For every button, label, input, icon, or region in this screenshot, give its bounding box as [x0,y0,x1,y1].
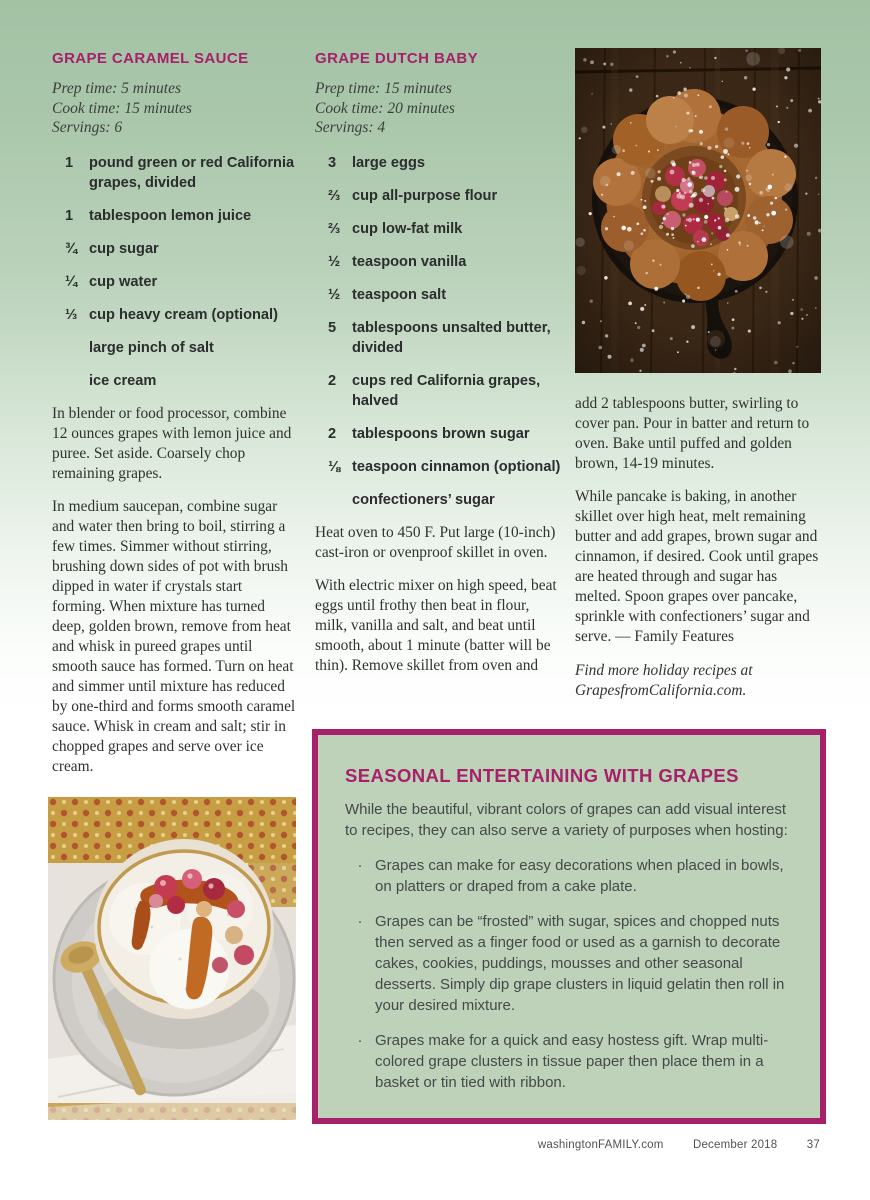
ingredient-qty: 5 [328,319,337,336]
bullet-item [345,1030,796,1093]
ingredient-row [52,272,299,292]
ingredient-text: teaspoon vanilla [352,253,467,270]
ingredient-qty: 1 [65,207,74,224]
ingredient-text: tablespoon lemon juice [89,207,252,224]
bullet-icon: · [357,857,363,874]
seasonal-box-intro: While the beautiful, vibrant colors of grapes can add visual interest to recipes, they can also serve a variety of purposes when hosting: [345,801,788,839]
recipe-meta [315,79,565,138]
cook-time: Cook time: 15 minutes [52,99,192,117]
ingredient-row [52,239,299,259]
seasonal-tips-box [312,729,826,1124]
ingredient-qty: ¼ [65,273,78,290]
ingredient-row [315,186,565,206]
ingredient-text: tablespoons unsalted butter, divided [352,319,551,356]
ingredient-qty: 2 [328,372,337,389]
bullet-text: Grapes can make for easy decorations when placed in bowls, on platters or draped from a cake plate. [375,857,784,895]
servings: Servings: 4 [315,119,386,136]
ingredient-text: cup all-purpose flour [352,187,498,204]
ice-cream-photo-illustration [48,797,296,1120]
ingredient-text: cup sugar [89,240,159,257]
footer-issue: December 2018 [692,1139,778,1151]
more-recipes-note: Find more holiday recipes at GrapesfromCalifornia.com. [575,662,753,699]
ingredient-row [315,457,565,477]
ingredient-text: tablespoons brown sugar [352,425,530,442]
bullet-icon: · [357,913,363,930]
ingredient-text: teaspoon salt [352,286,447,303]
seasonal-bullet-list [345,855,796,1093]
ingredient-qty: ½ [328,286,341,303]
ingredient-text: ice cream [89,372,157,389]
bullet-text: Grapes can be “frosted” with sugar, spices and chopped nuts then served as a finger food or used as a garnish to decorate cakes, cookies, puddings, mousses and other seasonal desserts. Simply dip grape clusters in liquid gelatin then roll in your desired mixture. [375,913,785,1014]
ingredient-qty: ⅔ [328,220,341,237]
ingredient-text: confectioners’ sugar [352,491,495,508]
recipe-step: In medium saucepan, combine sugar and water then bring to boil, stirring a few times. Simmer without stirring, brushing down sides of pot with brush dipped in water if crystals start forming. When mixture has turned deep, golden brown, remove from heat and whisk in pureed grapes until smooth sauce has formed. Turn on heat and simmer until mixture has reduced by one-third and forms smooth caramel sauce. Whisk in cream and salt; stir in chopped grapes and serve over ice cream. [52,497,296,775]
recipe-step: Heat oven to 450 F. Put large (10-inch) cast-iron or ovenproof skillet in oven. [315,523,556,561]
ingredient-text: large pinch of salt [89,339,214,356]
seasonal-box-title: SEASONAL ENTERTAINING WITH GRAPES [345,765,739,786]
recipe-grape-caramel-sauce [52,50,299,790]
ingredient-row [315,490,565,510]
recipe-title: GRAPE CARAMEL SAUCE [52,50,249,67]
recipe-step: In blender or food processor, combine 12 ounces grapes with lemon juice and puree. Set aside. Coarsely chop remaining grapes. [52,404,292,482]
ingredient-qty: ½ [328,253,341,270]
footer-site: washingtonFAMILY.com [537,1139,664,1151]
ingredient-row [52,338,299,358]
ingredient-text: cup low-fat milk [352,220,463,237]
servings: Servings: 6 [52,119,123,136]
page-footer [538,1139,820,1151]
recipe-meta [52,79,299,138]
ingredient-row [52,305,299,325]
ingredient-qty: ¾ [65,240,78,257]
ingredient-qty [52,371,89,391]
ingredient-qty: ⅔ [328,187,341,204]
ingredient-row [315,285,565,305]
ingredient-qty: 1 [65,154,74,171]
ice-cream-photo [48,797,296,1120]
ingredient-text: large eggs [352,154,425,171]
ingredient-qty: ⅛ [328,458,341,475]
bullet-item [345,855,796,897]
prep-time: Prep time: 15 minutes [315,80,452,97]
ingredient-row [315,371,565,411]
ingredient-qty: 2 [328,425,337,442]
ingredient-qty [52,338,89,358]
ingredient-row [315,424,565,444]
recipe-title: GRAPE DUTCH BABY [315,50,479,67]
ingredient-list [315,153,565,510]
recipe-grape-dutch-baby [315,50,565,689]
ingredient-text: teaspoon cinnamon (optional) [352,458,561,475]
ingredient-row [315,252,565,272]
ingredient-text: cup water [89,273,158,290]
dutch-baby-photo [575,48,821,373]
ingredient-row [315,318,565,358]
ingredient-text: cup heavy cream (optional) [89,306,278,323]
ingredient-qty: 3 [328,154,337,171]
bullet-icon: · [357,1032,363,1049]
dutch-baby-photo-illustration [575,48,821,373]
ingredient-qty: ⅓ [65,306,78,323]
ingredient-row [315,153,565,173]
ingredient-row [52,153,299,193]
ingredient-row [52,206,299,226]
ingredient-qty [315,490,352,510]
ingredient-list [52,153,299,391]
prep-time: Prep time: 5 minutes [52,80,181,97]
bullet-text: Grapes make for a quick and easy hostess gift. Wrap multi-colored grape clusters in tissue paper then place them in a basket or tin tied with ribbon. [375,1032,769,1091]
bullet-item [345,911,796,1016]
ingredient-row [315,219,565,239]
recipe-step: While pancake is baking, in another skillet over high heat, melt remaining butter and add grapes, brown sugar and cinnamon, if desired. Cook until grapes are heated through and sugar has melted. Spoon grapes over pancake, sprinkle with confectioners’ sugar and serve. — Family Features [575,488,819,645]
cook-time: Cook time: 20 minutes [315,99,455,117]
ingredient-text: pound green or red California grapes, divided [89,154,295,191]
ingredient-text: cups red California grapes, halved [352,372,541,409]
recipe-continuation-column [575,394,824,701]
recipe-step: add 2 tablespoons butter, swirling to cover pan. Pour in batter and return to oven. Bake until puffed and golden brown, 14-19 minutes. [575,395,810,472]
ingredient-row [52,371,299,391]
recipe-step: With electric mixer on high speed, beat eggs until frothy then beat in flour, milk, vanilla and salt, and beat until smooth, about 1 minute (batter will be thin). Remove skillet from oven and [315,576,557,674]
footer-page-number: 37 [806,1139,820,1151]
